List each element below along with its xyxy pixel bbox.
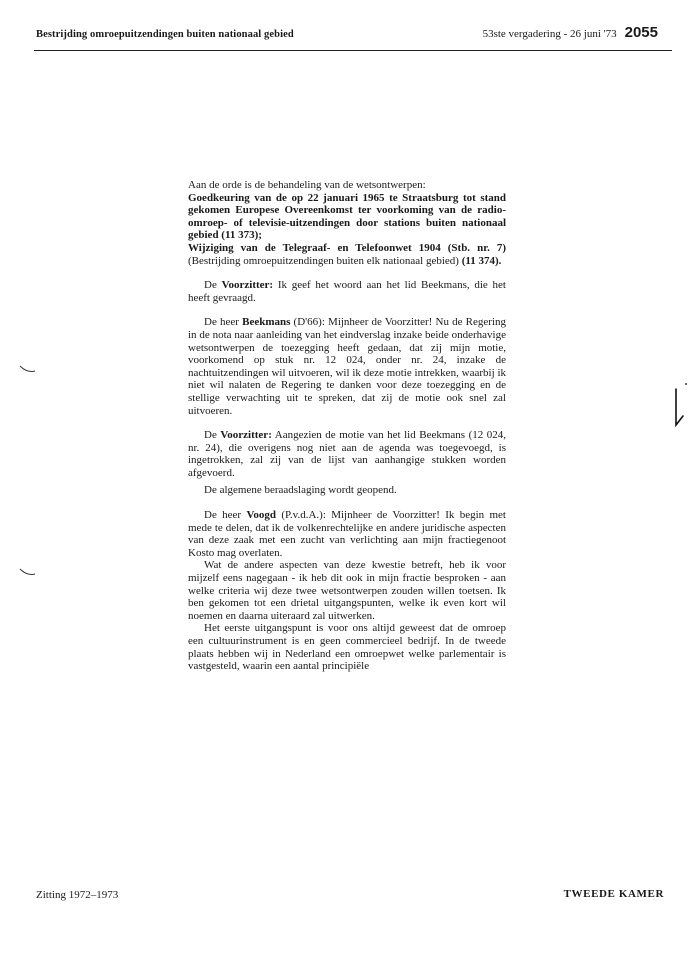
speech-voogd bbox=[188, 509, 506, 559]
margin-tick-mark bbox=[18, 566, 38, 578]
footer-chamber: TWEEDE KAMER bbox=[563, 888, 664, 900]
running-header-title: Bestrijding omroepuitzendingen buiten nationaal gebied bbox=[36, 29, 294, 40]
running-header-right bbox=[483, 24, 658, 41]
speech-voogd-cont-1: Wat de andere aspecten van deze kwestie betreft, heb ik voor mijzelf eens nagegaan - ik heb dit ook in mijn fractie besproken - aan welke criteria wij deze twee wetsontwerpen zouden willen toetsen. Ik ben gekomen tot een drietal uitgangspunten, welke ik even kort wil noemen en daarna uiteraard zal uitwerken. bbox=[188, 559, 506, 622]
speaker-prefix: De heer bbox=[204, 316, 243, 329]
speech-voorzitter-1 bbox=[188, 279, 506, 304]
speech-text: (D'66): Mijnheer de Voorzitter! Nu de Regering in de nota naar aanleiding van het eindverslag inzake beide onderhavige wetsontwerpen de toezegging heeft gedaan, dat zij mijn motie, voorkomend op stuk nr. 12 024, onder nr. 24, inzake de nachtuitzendingen wil uitvoeren, wil ik deze motie intrekken, waarbij ik niet wil nalaten de Regering te danken voor deze toezegging en de stellige verwachting uit te spreken, dat zij de motie ook snel zal uitvoeren. bbox=[188, 316, 506, 417]
speech-text: Aangezien de motie van het lid Beekmans (12 024, nr. 24), die overigens nog niet aan de agenda was toegevoegd, is ingetrokken, zal zij van de lijst van aanhangige stukken worden afgevoerd. bbox=[188, 429, 506, 479]
agenda-intro: Aan de orde is de behandeling van de wetsontwerpen: bbox=[188, 179, 426, 191]
speech-text: Ik geef het woord aan het lid Beekmans, die het heeft gevraagd. bbox=[188, 279, 506, 304]
bill-title-11374: Wijziging van de Telegraaf- en Telefoonwet 1904 (Stb. nr. 7) bbox=[188, 241, 506, 254]
speech-text: (P.v.d.A.): Mijnheer de Voorzitter! Ik begin met mede te delen, dat ik de volkenrechtelijke en andere juridische aspecten van deze zaak met een zucht van verlichting aan mijn fractiegenoot Kosto mag overlaten. bbox=[188, 509, 506, 559]
bill-number-11374: (11 374). bbox=[461, 254, 502, 267]
margin-dot bbox=[683, 380, 689, 388]
speech-beekmans bbox=[188, 316, 506, 417]
bill-subtitle-11374: (Bestrijding omroepuitzendingen buiten elk nationaal gebied) bbox=[188, 254, 462, 267]
body-text bbox=[188, 179, 506, 673]
speaker-prefix: De bbox=[204, 279, 222, 292]
speaker-prefix: De heer bbox=[204, 509, 247, 522]
speaker-name: Voogd bbox=[246, 509, 277, 522]
speech-voogd-cont-2: Het eerste uitgangspunt is voor ons altijd geweest dat de omroep een cultuurinstrument is en geen commercieel bedrijf. In de tweede plaats hebben wij in Nederland een omroepwet welke parlementair is vastgesteld, waarin een aantal principiële bbox=[188, 622, 506, 673]
agenda-item-11373 bbox=[188, 192, 506, 242]
meeting-date: 53ste vergadering - 26 juni '73 bbox=[482, 28, 617, 40]
speaker-name: Beekmans bbox=[242, 316, 291, 329]
footer-session: Zitting 1972–1973 bbox=[36, 889, 119, 901]
page-number: 2055 bbox=[624, 24, 658, 41]
header-rule bbox=[34, 50, 672, 51]
margin-tick-mark bbox=[18, 363, 38, 375]
handwritten-margin-mark bbox=[670, 385, 690, 435]
speaker-prefix: De bbox=[204, 429, 221, 442]
bill-title-11373: Goedkeuring van de op 22 januari 1965 te Straatsburg tot stand gekomen Europese Overeenkomst ter voorkoming van de radio-omroep- of televisie-uitzendingen door stations buiten nationaal gebied (11 373); bbox=[188, 191, 506, 242]
agenda-item-11374 bbox=[188, 242, 506, 267]
speaker-name: Voorzitter: bbox=[221, 279, 274, 292]
speech-voorzitter-2 bbox=[188, 429, 506, 479]
debate-opened: De algemene beraadslaging wordt geopend. bbox=[204, 484, 397, 497]
speaker-name: Voorzitter: bbox=[220, 429, 272, 442]
